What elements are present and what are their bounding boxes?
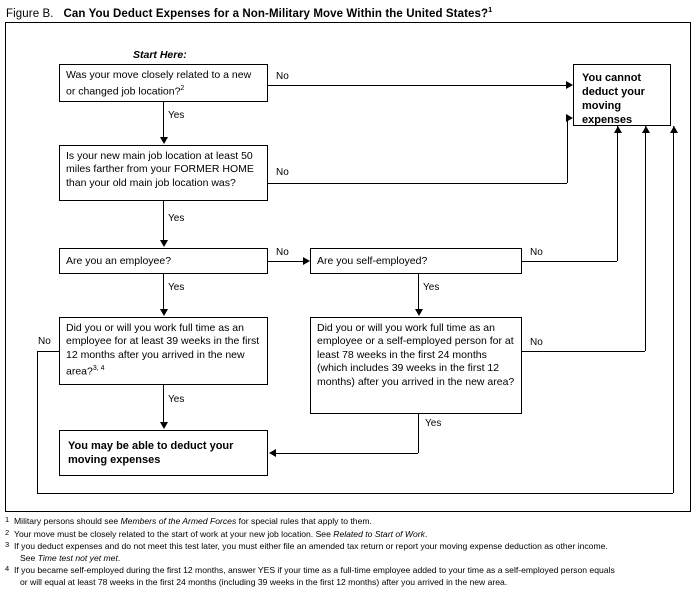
footnote-4-number: 4 bbox=[5, 564, 10, 574]
edge-q5-yes-arrowhead bbox=[160, 422, 168, 429]
edge-label-q2-no: No bbox=[276, 167, 289, 178]
bottom-bus-vertical bbox=[673, 126, 674, 493]
footnote-1: 1 Military persons should see Members of the Armed Forces for special rules that apply to them. bbox=[5, 515, 372, 526]
bottom-bus-arrowhead bbox=[670, 126, 678, 133]
edge-q6-yes-arrowhead bbox=[269, 449, 276, 457]
page-title bbox=[6, 5, 492, 20]
edge-q1-no bbox=[268, 85, 567, 86]
figure-title-text: Can You Deduct Expenses for a Non-Military Move Within the United States? bbox=[63, 7, 489, 20]
edge-q6-no-vertical bbox=[645, 126, 646, 351]
edge-q3-yes bbox=[163, 274, 164, 310]
edge-label-q1-yes: Yes bbox=[168, 110, 185, 121]
q1-footnote-marker: 2 bbox=[180, 85, 185, 93]
q5-footnote-marker: 3, 4 bbox=[92, 365, 105, 373]
edge-q6-yes-horizontal bbox=[276, 453, 418, 454]
question-box-78-week-test bbox=[310, 317, 522, 414]
question-box-distance-test-text: Is your new main job location at least 50 miles farther from your FORMER HOME than your old main job location was? bbox=[66, 150, 254, 189]
edge-q6-no-horizontal bbox=[522, 351, 645, 352]
edge-label-q4-no: No bbox=[530, 247, 543, 258]
edge-label-q4-yes: Yes bbox=[423, 282, 440, 293]
edge-label-q6-yes: Yes bbox=[425, 418, 442, 429]
edge-q2-yes bbox=[163, 201, 164, 241]
edge-q5-yes bbox=[163, 385, 164, 423]
edge-label-q2-yes: Yes bbox=[168, 213, 185, 224]
edge-q4-yes-arrowhead bbox=[415, 309, 423, 316]
edge-q4-no-vertical bbox=[617, 126, 618, 261]
bottom-bus-horizontal bbox=[37, 493, 673, 494]
edge-q2-no-arrowhead bbox=[566, 114, 573, 122]
edge-label-q5-yes: Yes bbox=[168, 394, 185, 405]
question-box-move-related-text: Was your move closely related to a new or changed job location? bbox=[66, 69, 252, 98]
question-box-move-related bbox=[59, 64, 268, 102]
footnotes bbox=[5, 516, 691, 590]
edge-q5-no-vertical bbox=[37, 351, 38, 493]
edge-label-q1-no: No bbox=[276, 71, 289, 82]
start-here-label: Start Here: bbox=[133, 49, 187, 61]
question-box-39-week-test bbox=[59, 317, 268, 385]
result-box-cannot-deduct-text: You cannot deduct your moving expenses bbox=[582, 72, 645, 126]
question-box-employee-text: Are you an employee? bbox=[66, 255, 172, 267]
edge-label-q6-no: No bbox=[530, 337, 543, 348]
footnote-3-number: 3 bbox=[5, 540, 10, 550]
question-box-distance-test bbox=[59, 145, 268, 201]
figure-label: Figure B. bbox=[6, 7, 54, 20]
edge-label-q3-yes: Yes bbox=[168, 282, 185, 293]
edge-q4-yes bbox=[418, 274, 419, 310]
footnote-3: 3 If you deduct expenses and do not meet this test later, you must either file an amended tax return or report your moving expense deduction as other income. See Time test not yet met. bbox=[5, 540, 608, 563]
result-box-may-deduct-text: You may be able to deduct your moving expenses bbox=[68, 440, 234, 466]
edge-q2-no-vertical bbox=[567, 118, 568, 183]
edge-q6-no-arrowhead bbox=[642, 126, 650, 133]
edge-q3-no-arrowhead bbox=[303, 257, 310, 265]
edge-q2-no-horizontal bbox=[268, 183, 567, 184]
edge-q6-yes-vertical bbox=[418, 414, 419, 453]
edge-label-q3-no: No bbox=[276, 247, 289, 258]
edge-q3-yes-arrowhead bbox=[160, 309, 168, 316]
edge-q5-no-horizontal bbox=[37, 351, 59, 352]
edge-q1-yes-arrowhead bbox=[160, 137, 168, 144]
footnote-2: 2 Your move must be closely related to the start of work at your new job location. See Related to Start of Work. bbox=[5, 527, 428, 539]
edge-q3-no bbox=[268, 261, 304, 262]
question-box-39-week-test-text: Did you or will you work full time as an employee for at least 39 weeks in the first 12 months after you arrived in the new area? bbox=[66, 322, 260, 378]
question-box-self-employed bbox=[310, 248, 522, 274]
footnote-4: 4 If you became self-employed during the first 12 months, answer YES if your time as a full-time employee added to your time as a self-employed person equals or will equal at least 78 weeks in the first 24 months (including 39 weeks in the first 12 months) after you arrived in the new area. bbox=[5, 564, 615, 587]
question-box-employee bbox=[59, 248, 268, 274]
edge-q1-no-arrowhead bbox=[566, 81, 573, 89]
question-box-self-employed-text: Are you self-employed? bbox=[317, 255, 428, 267]
title-footnote-marker: 1 bbox=[488, 5, 493, 14]
edge-q4-no-horizontal bbox=[522, 261, 617, 262]
footnote-1-number: 1 bbox=[5, 515, 10, 524]
result-box-may-deduct bbox=[59, 430, 268, 476]
edge-q2-yes-arrowhead bbox=[160, 240, 168, 247]
footnote-2-number: 2 bbox=[5, 527, 10, 537]
edge-q1-yes bbox=[163, 102, 164, 138]
edge-q4-no-arrowhead bbox=[614, 126, 622, 133]
edge-label-q5-no: No bbox=[38, 336, 51, 347]
question-box-78-week-test-text: Did you or will you work full time as an employee or a self-employed person for at least 78 weeks in the first 24 months (which includes 39 weeks in the first 12 months) after you arrived in the new area? bbox=[317, 322, 515, 388]
result-box-cannot-deduct bbox=[573, 64, 671, 126]
